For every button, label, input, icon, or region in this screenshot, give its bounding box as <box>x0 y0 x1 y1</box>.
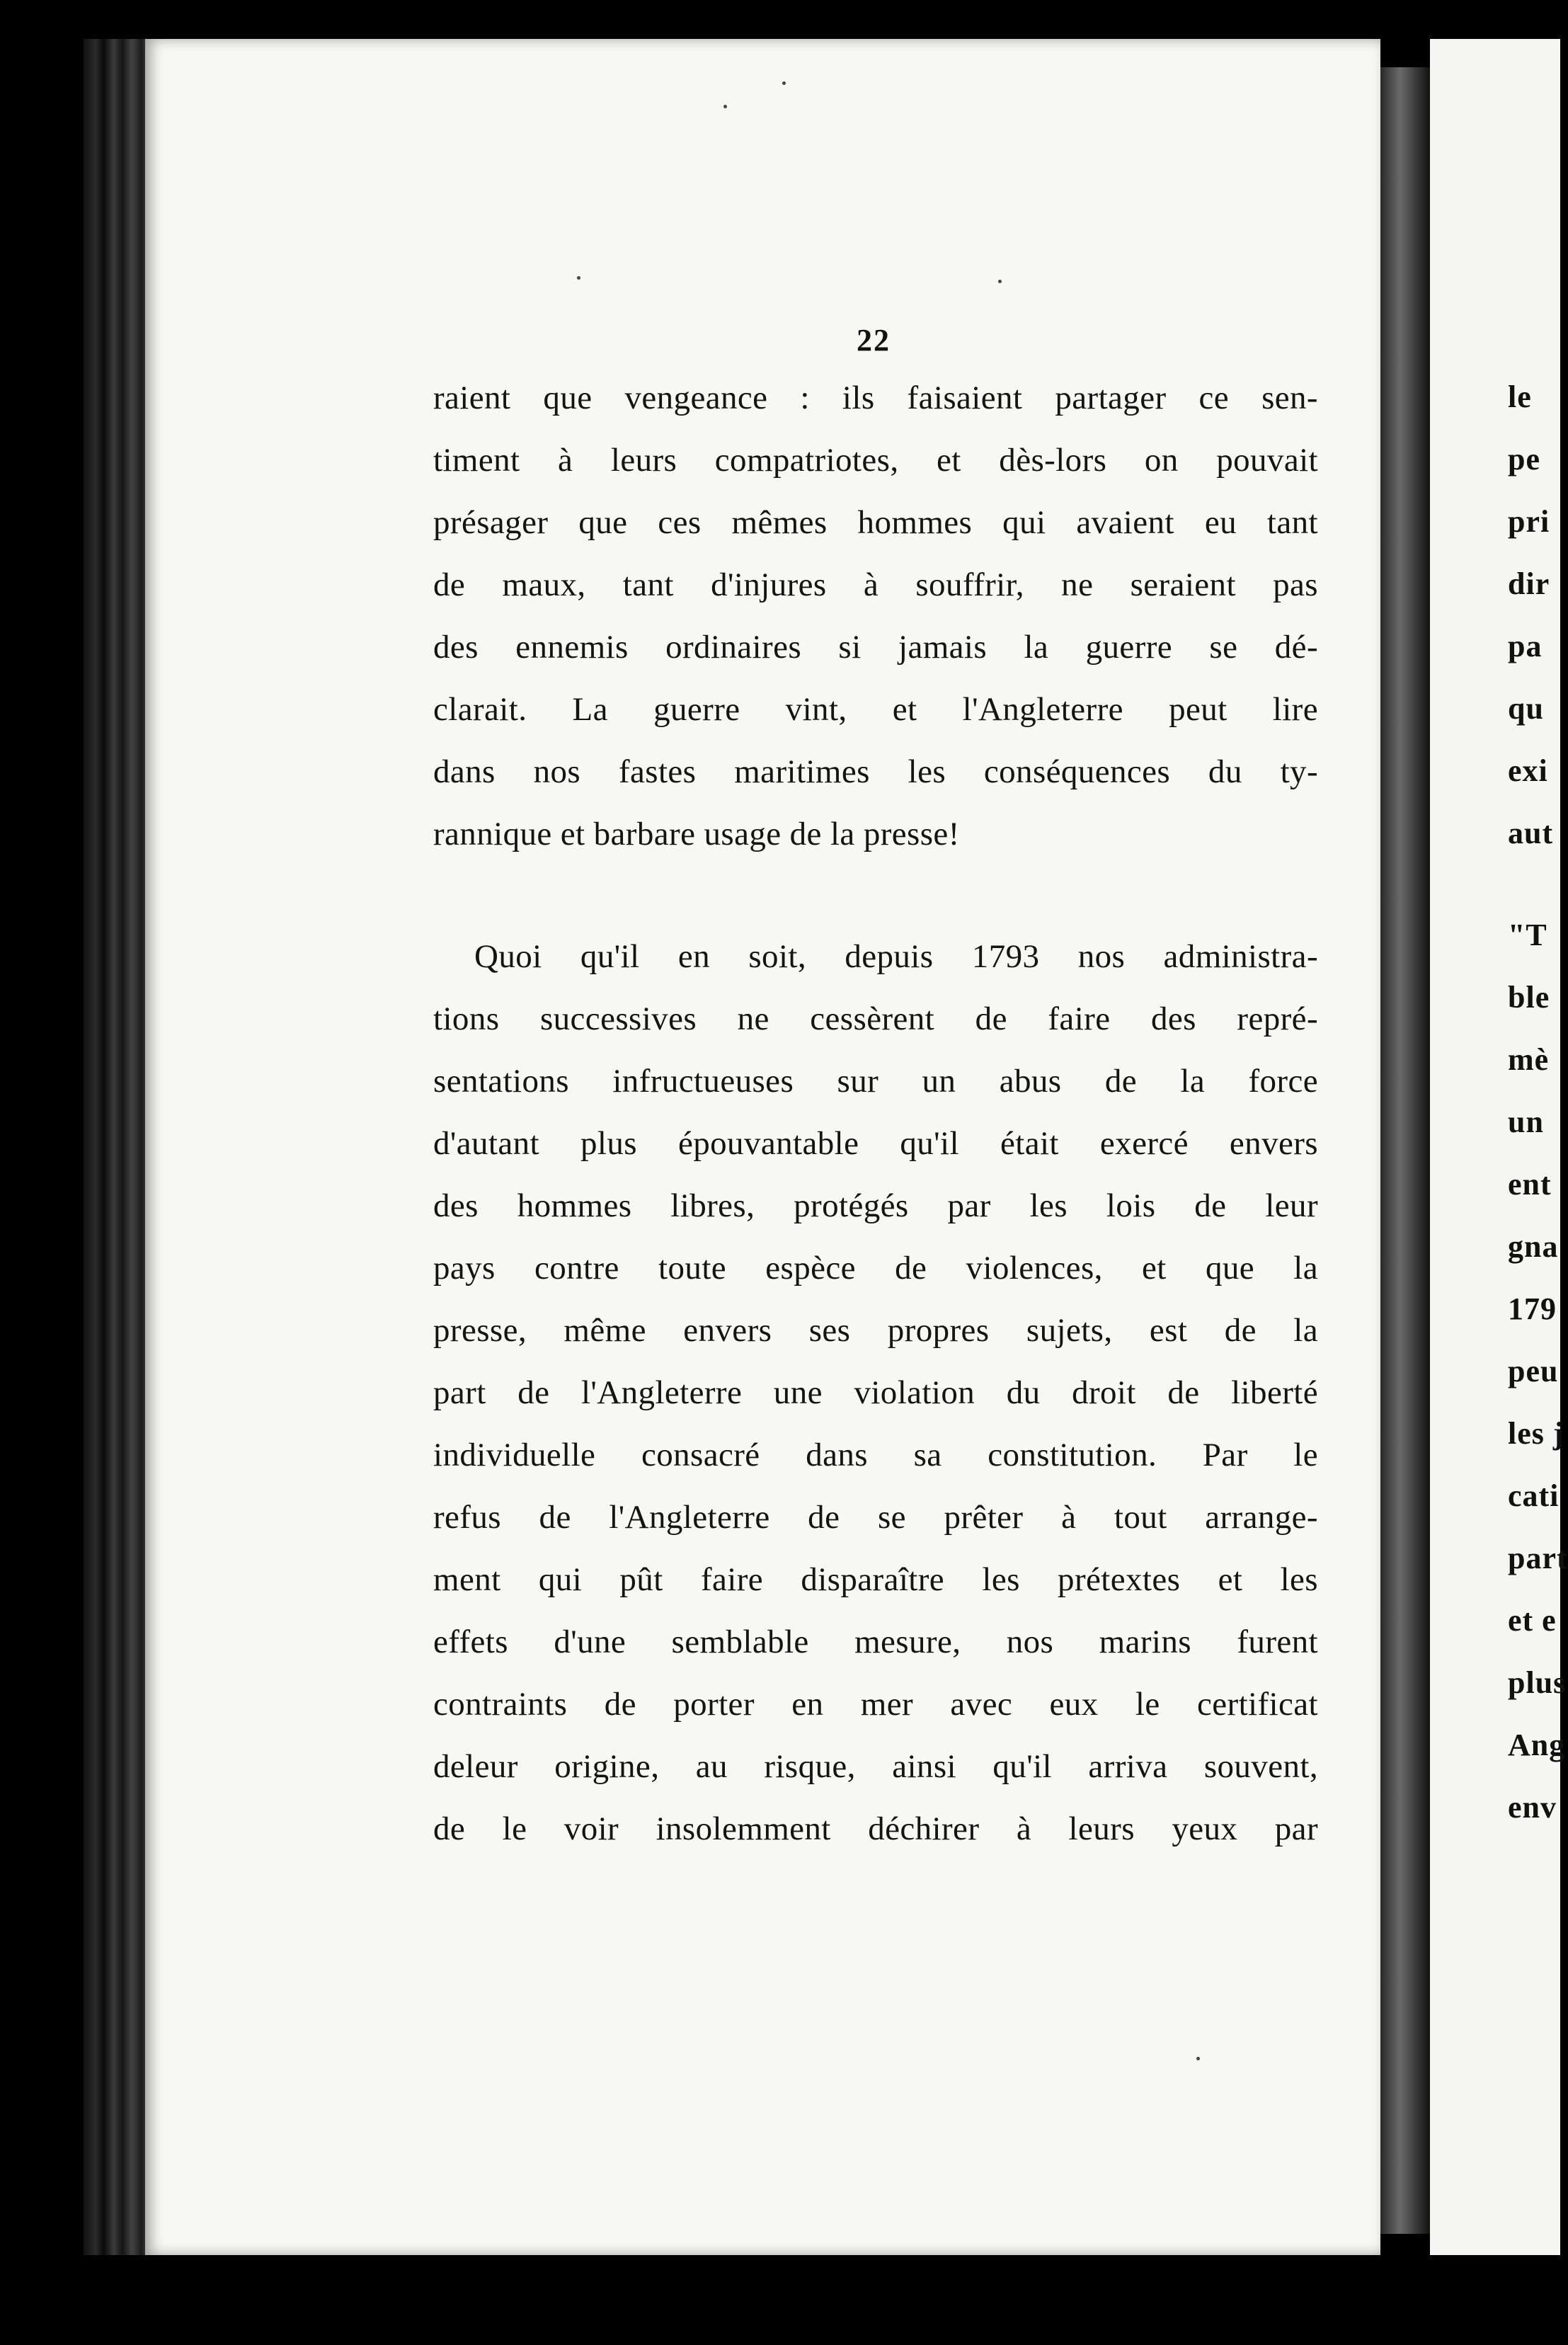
text-line: des hommes libres, protégés par les lois de leur <box>433 1187 1318 1224</box>
facing-line: et e <box>1508 1603 1557 1638</box>
book-binding-edge <box>84 39 151 2255</box>
facing-line: ent <box>1508 1167 1552 1202</box>
paper-speck <box>782 81 786 85</box>
paper-speck <box>723 105 727 108</box>
facing-line: part <box>1508 1541 1568 1575</box>
facing-line: gna <box>1508 1229 1559 1264</box>
text-line: individuelle consacré dans sa constitution. Par le <box>433 1437 1318 1473</box>
text-line: clarait. La guerre vint, et l'Angleterre peut lire <box>433 691 1318 728</box>
facing-line: 179 <box>1508 1291 1557 1326</box>
facing-line: peu <box>1508 1354 1559 1388</box>
facing-line: "T <box>1508 918 1547 952</box>
text-line: de maux, tant d'injures à souffrir, ne seraient pas <box>433 566 1318 603</box>
facing-line: ble <box>1508 980 1550 1015</box>
text-line: d'autant plus épouvantable qu'il était exercé envers <box>433 1125 1318 1162</box>
facing-line: cati <box>1508 1478 1560 1513</box>
text-line: timent à leurs compatriotes, et dès-lors on pouvait <box>433 442 1318 479</box>
facing-line: Ang <box>1508 1728 1566 1762</box>
paper-speck <box>1196 2057 1200 2060</box>
paper-speck <box>577 276 580 280</box>
facing-line: aut <box>1508 816 1554 850</box>
text-line: refus de l'Angleterre de se prêter à tout arrange- <box>433 1499 1318 1536</box>
text-line: présager que ces mêmes hommes qui avaient eu tant <box>433 504 1318 541</box>
facing-line: un <box>1508 1105 1544 1139</box>
text-line: ment qui pût faire disparaître les prétextes et les <box>433 1561 1318 1598</box>
text-line: pays contre toute espèce de violences, et que la <box>433 1250 1318 1286</box>
paragraph-2 <box>433 925 1318 1860</box>
facing-line: mè <box>1508 1042 1550 1077</box>
facing-line: exi <box>1508 753 1548 788</box>
facing-page-edge <box>1430 39 1568 2255</box>
paper-speck <box>998 280 1002 283</box>
text-line: deleur origine, au risque, ainsi qu'il arriva souvent, <box>433 1748 1318 1785</box>
facing-line: env <box>1508 1790 1557 1825</box>
facing-line: dir <box>1508 566 1550 601</box>
text-line: contraints de porter en mer avec eux le certificat <box>433 1686 1318 1723</box>
facing-line: le <box>1508 380 1532 414</box>
facing-line: pa <box>1508 629 1543 663</box>
page-number: 22 <box>857 323 891 358</box>
paragraph-1 <box>433 367 1318 865</box>
page-gutter <box>1380 67 1430 2234</box>
text-line: dans nos fastes maritimes les conséquences du ty- <box>433 753 1318 790</box>
text-line: Quoi qu'il en soit, depuis 1793 nos administra- <box>474 938 1318 975</box>
text-line: tions successives ne cessèrent de faire des repré- <box>433 1000 1318 1037</box>
text-line: de le voir insolemment déchirer à leurs yeux par <box>433 1810 1318 1847</box>
facing-line: pe <box>1508 442 1540 477</box>
text-line: presse, même envers ses propres sujets, est de la <box>433 1312 1318 1349</box>
facing-line: plus <box>1508 1665 1567 1700</box>
text-line: part de l'Angleterre une violation du droit de liberté <box>433 1374 1318 1411</box>
text-line: rannique et barbare usage de la presse! <box>433 816 960 852</box>
text-line: sentations infructueuses sur un abus de la force <box>433 1063 1318 1100</box>
facing-line: qu <box>1508 691 1544 726</box>
facing-line: pri <box>1508 504 1550 539</box>
text-line: raient que vengeance : ils faisaient partager ce sen- <box>433 380 1318 416</box>
facing-line: les j <box>1508 1416 1564 1451</box>
text-line: des ennemis ordinaires si jamais la guerre se dé- <box>433 629 1318 666</box>
text-line: effets d'une semblable mesure, nos marins furent <box>433 1624 1318 1660</box>
